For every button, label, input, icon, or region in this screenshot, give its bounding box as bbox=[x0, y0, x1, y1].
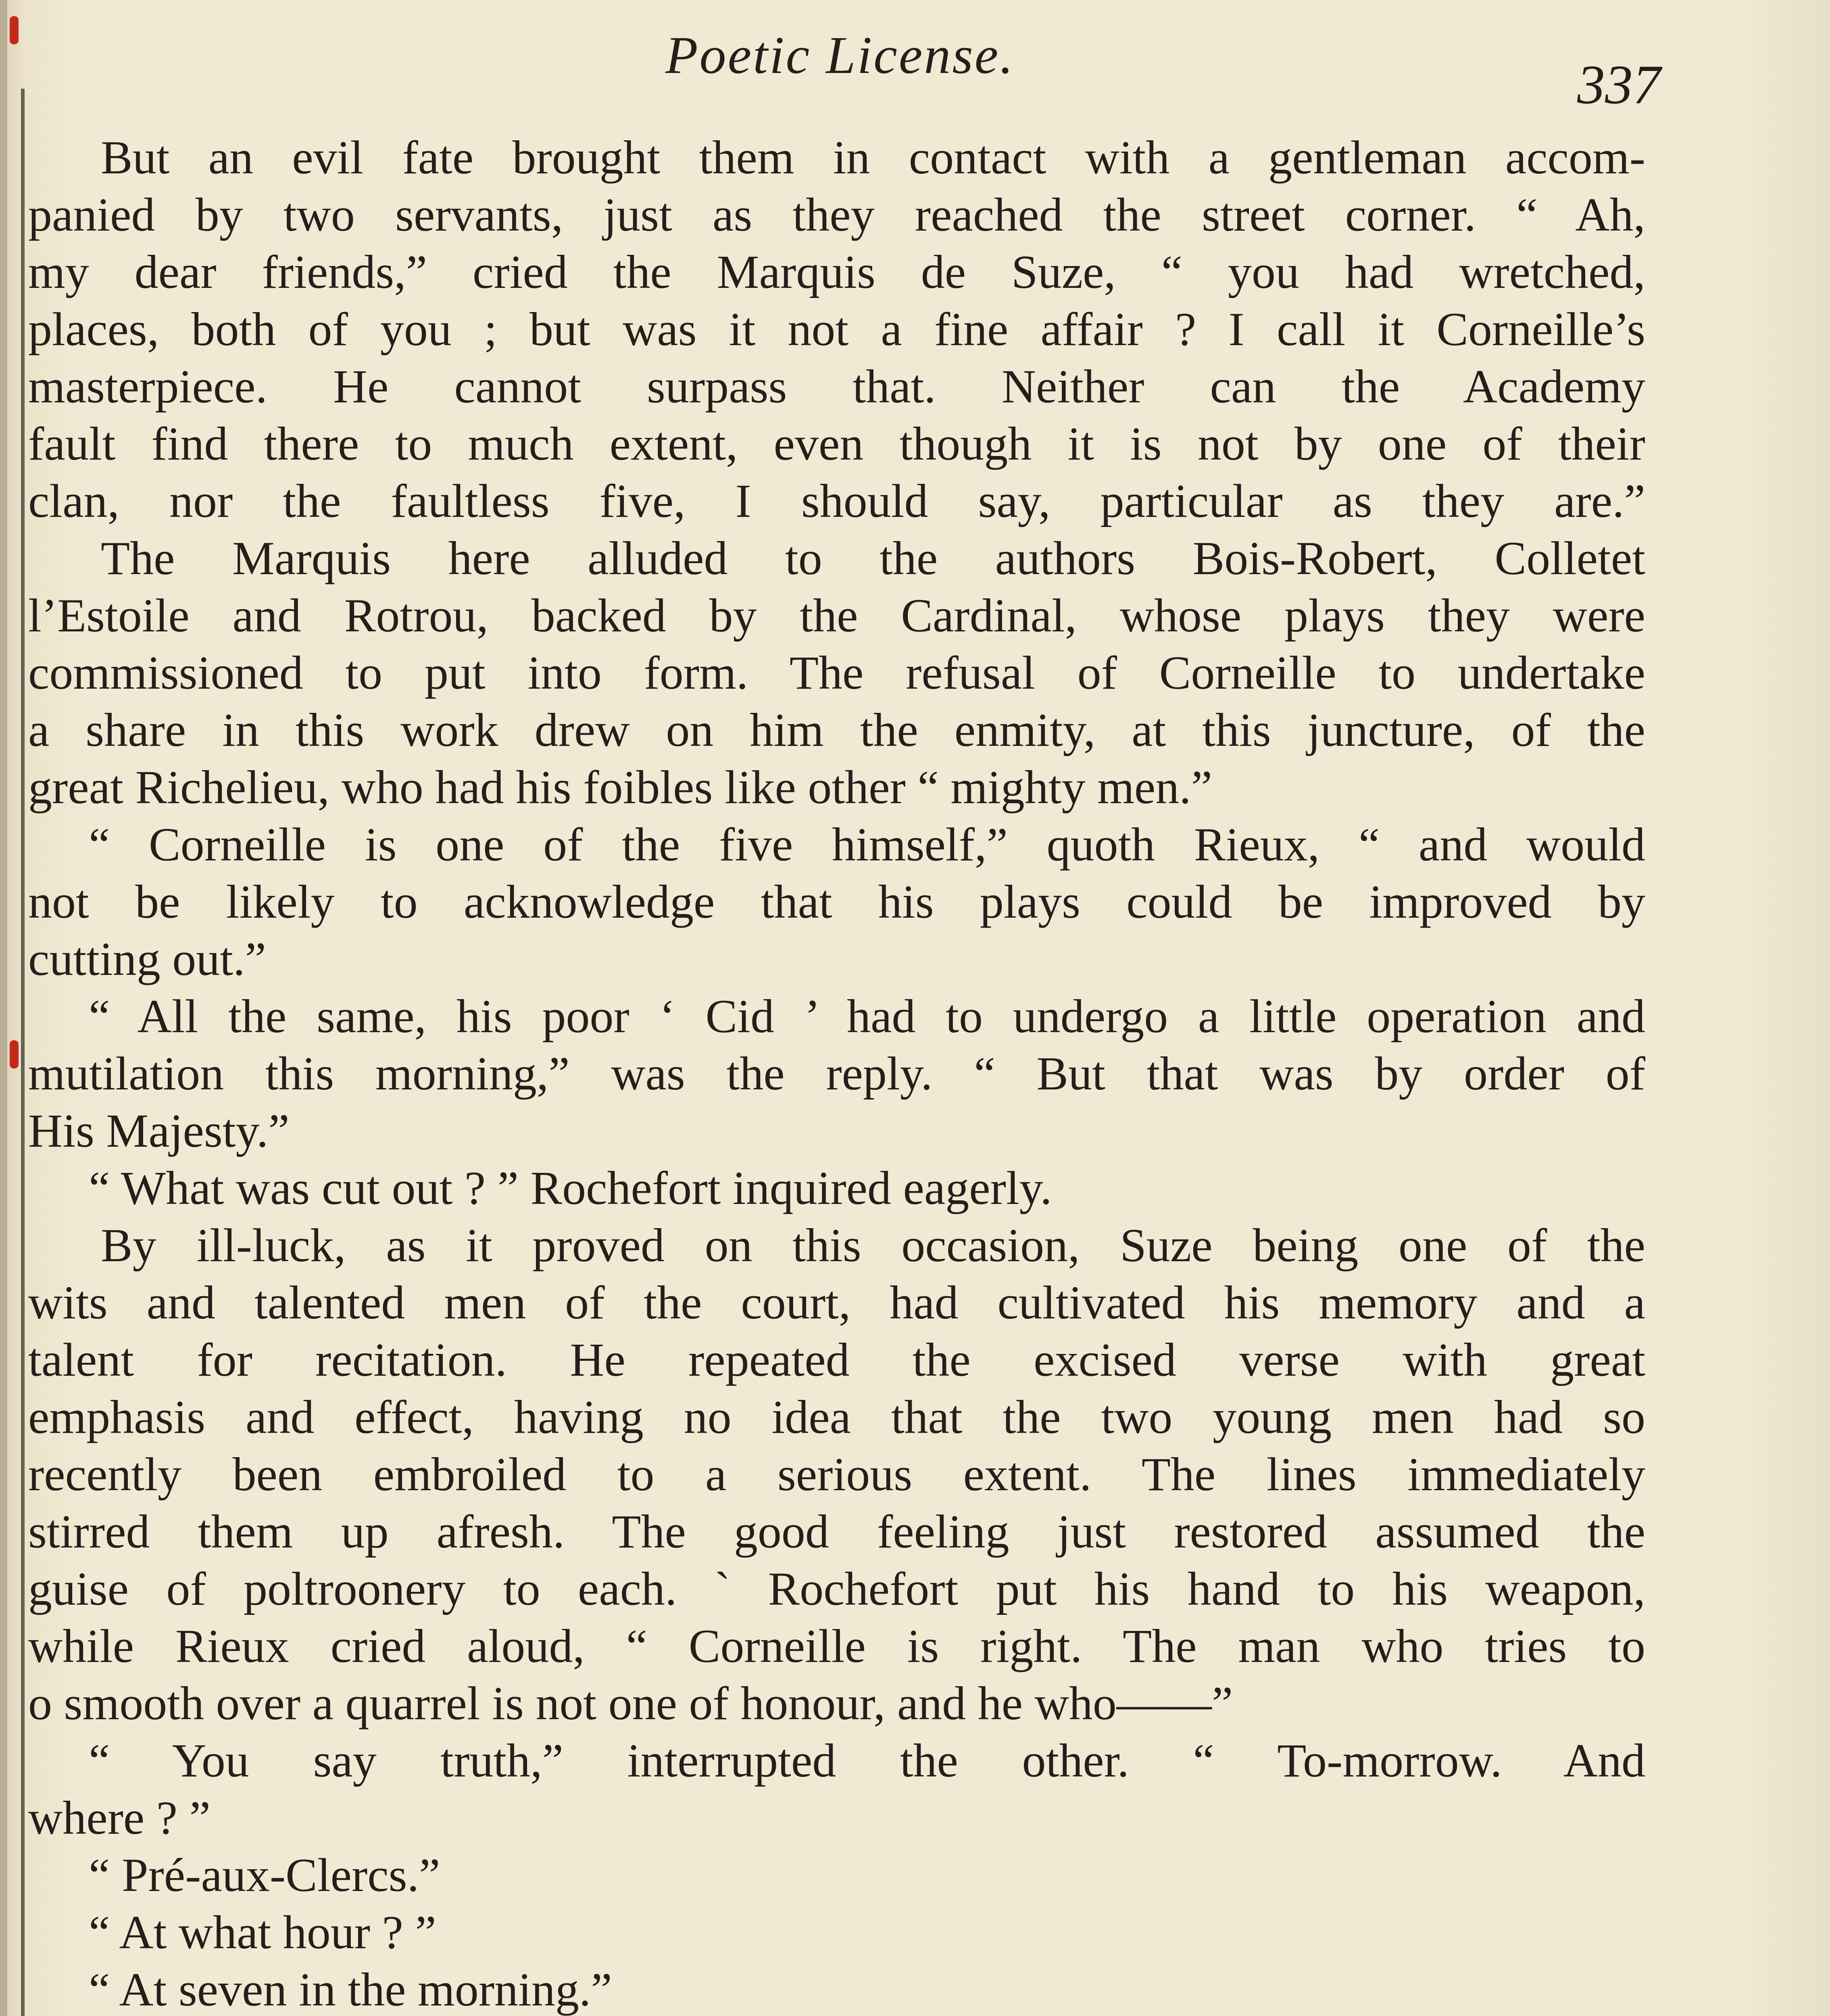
text-line: l’Estoile and Rotrou, backed by the Cardinal, whose plays they were bbox=[28, 589, 1645, 642]
text-line: “ At what hour ? ” bbox=[89, 1906, 436, 1959]
text-line: o smooth over a quarrel is not one of honour, and he who——” bbox=[28, 1677, 1233, 1730]
text-line: while Rieux cried aloud, “ Corneille is right. The man who tries to bbox=[28, 1620, 1645, 1672]
red-margin-mark bbox=[10, 16, 19, 44]
text-line: my dear friends,” cried the Marquis de Suze, “ you had wretched, bbox=[28, 246, 1645, 298]
text-line: guise of poltroonery to each. ` Rochefort put his hand to his weapon, bbox=[28, 1562, 1645, 1615]
text-line: wits and talented men of the court, had cultivated his memory and a bbox=[28, 1276, 1645, 1329]
text-line: talent for recitation. He repeated the excised verse with great bbox=[28, 1333, 1645, 1386]
text-line: a share in this work drew on him the enmity, at this juncture, of the bbox=[28, 704, 1645, 756]
text-line: By ill-luck, as it proved on this occasion, Suze being one of the bbox=[101, 1219, 1645, 1272]
text-line: The Marquis here alluded to the authors Bois-Robert, Colletet bbox=[101, 532, 1645, 585]
text-line: commissioned to put into form. The refusal of Corneille to undertake bbox=[28, 646, 1645, 699]
page-number: 337 bbox=[1577, 54, 1661, 115]
text-line: “ At seven in the morning.” bbox=[89, 1963, 612, 2016]
text-line: emphasis and effect, having no idea that the two young men had so bbox=[28, 1391, 1645, 1443]
text-line: cutting out.” bbox=[28, 933, 266, 985]
text-line: stirred them up afresh. The good feeling just restored assumed the bbox=[28, 1505, 1645, 1558]
text-line: “ What was cut out ? ” Rochefort inquired eagerly. bbox=[89, 1162, 1052, 1214]
text-line: “ Corneille is one of the five himself,” quoth Rieux, “ and would bbox=[89, 818, 1645, 871]
page-gutter-edge bbox=[0, 0, 7, 2016]
running-head: Poetic License. bbox=[665, 25, 1015, 85]
text-line: “ You say truth,” interrupted the other. “ To-morrow. And bbox=[89, 1734, 1645, 1787]
text-line: not be likely to acknowledge that his plays could be improved by bbox=[28, 875, 1645, 928]
text-line: masterpiece. He cannot surpass that. Neither can the Academy bbox=[28, 360, 1645, 413]
text-line: fault find there to much extent, even though it is not by one of their bbox=[28, 417, 1645, 470]
text-line: clan, nor the faultless five, I should say, particular as they are.” bbox=[28, 475, 1645, 527]
text-line: panied by two servants, just as they reached the street corner. “ Ah, bbox=[28, 188, 1645, 241]
text-line: great Richelieu, who had his foibles like other “ mighty men.” bbox=[28, 761, 1213, 814]
red-margin-mark bbox=[10, 1040, 19, 1068]
binding-shadow bbox=[21, 89, 25, 2016]
text-line: places, both of you ; but was it not a fine affair ? I call it Corneille’s bbox=[28, 303, 1645, 356]
text-line: mutilation this morning,” was the reply. “ But that was by order of bbox=[28, 1047, 1645, 1100]
text-line: His Majesty.” bbox=[28, 1104, 290, 1157]
text-line: where ? ” bbox=[28, 1791, 211, 1844]
text-line: “ Pré-aux-Clercs.” bbox=[89, 1849, 440, 1901]
text-line: But an evil fate brought them in contact with a gentleman accom- bbox=[101, 131, 1645, 184]
text-line: “ All the same, his poor ‘ Cid ’ had to undergo a little operation and bbox=[89, 990, 1645, 1043]
body-text bbox=[28, 129, 1645, 2016]
text-line: recently been embroiled to a serious extent. The lines immediately bbox=[28, 1448, 1645, 1501]
